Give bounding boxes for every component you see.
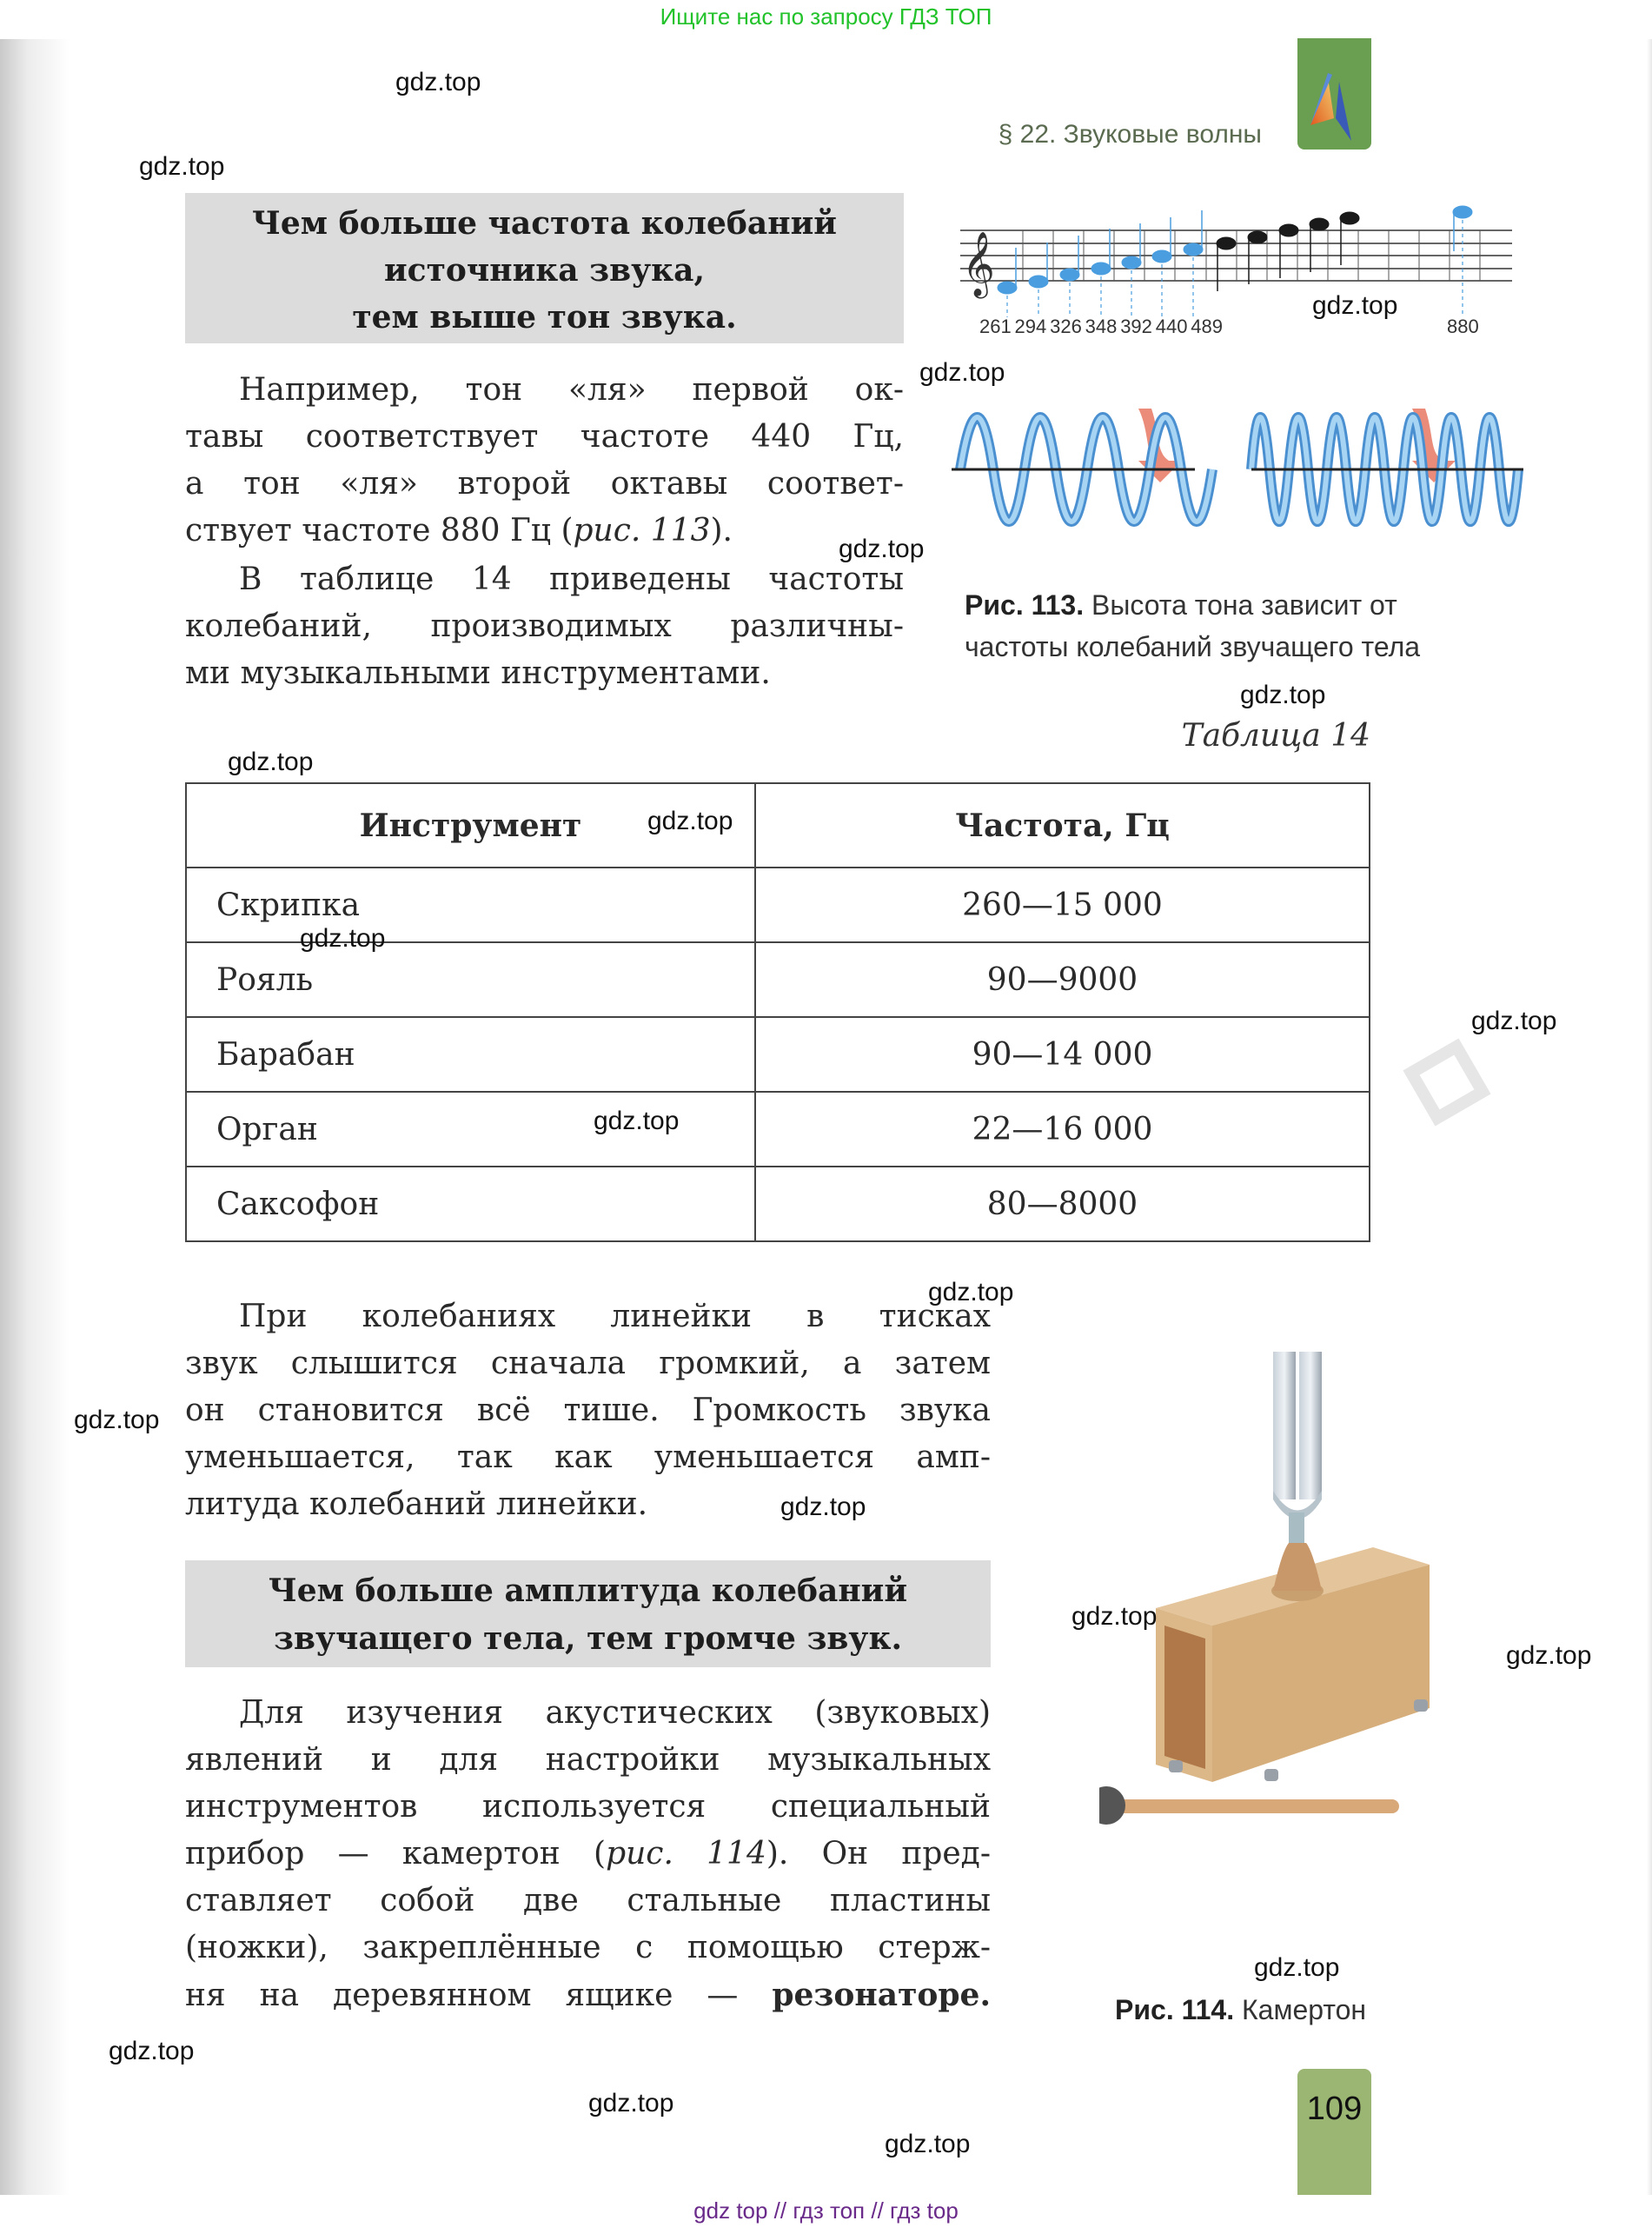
- watermark-text: gdz.top: [109, 2037, 195, 2065]
- watermark-text: gdz.top: [594, 1107, 680, 1135]
- frequency-cell: 22—16 000: [755, 1092, 1370, 1167]
- instrument-cell: Саксофон: [186, 1167, 755, 1241]
- frequency-labels: [979, 316, 1223, 338]
- section-title: § 22. Звуковые волны: [998, 120, 1262, 149]
- caption-label: Рис. 113.: [965, 589, 1085, 621]
- table-row: [186, 1017, 1370, 1092]
- fork-prong: [1299, 1352, 1322, 1499]
- footer-links[interactable]: gdz top // гдз топ // гдз top: [693, 2197, 959, 2224]
- watermark-text: gdz.top: [1506, 1641, 1592, 1670]
- mallet-head: [1099, 1786, 1125, 1825]
- paragraph-table-intro: [185, 556, 904, 697]
- figure-113-staff: [952, 196, 1525, 352]
- table-title: Таблица 14: [1181, 718, 1370, 754]
- column-header-frequency: Частота, Гц: [755, 783, 1370, 868]
- watermark-text: gdz.top: [588, 2089, 674, 2118]
- text-line: литуда колебаний линейки.: [185, 1486, 648, 1522]
- figure-113-caption: Рис. 113. Высота тона зависит от частоты колебаний звучащего тела: [965, 589, 1421, 662]
- instrument-cell: Барабан: [186, 1017, 755, 1092]
- text-line: колебаний, производимых различны-: [185, 608, 904, 644]
- figure-ref-114[interactable]: рис. 114: [606, 1836, 766, 1872]
- text-line: Например, тон «ля» первой ок-: [239, 372, 904, 408]
- text-line: ставляет собой две стальные пластины: [185, 1883, 991, 1918]
- figure-114-tuning-fork: [1099, 1343, 1499, 1986]
- page-number: 109: [1306, 2091, 1363, 2127]
- watermark-text: gdz.top: [839, 535, 925, 563]
- frequency-cell: 90—14 000: [755, 1017, 1370, 1092]
- freq-label: 440: [1155, 316, 1188, 337]
- freq-label: 880: [1447, 316, 1479, 337]
- watermark-text: gdz.top: [885, 2130, 971, 2158]
- watermark-text: gdz.top: [300, 924, 386, 953]
- watermark-text: gdz.top: [228, 748, 314, 776]
- watermark-text: gdz.top: [1071, 1602, 1158, 1631]
- instrument-cell: Орган: [186, 1092, 755, 1167]
- text-line: ня на деревянном ящике — резонаторе.: [185, 1977, 991, 2013]
- treble-clef-icon: 𝄞: [962, 232, 995, 296]
- table-row: [186, 1167, 1370, 1241]
- text-line: ствует частоте 880 Гц (рис. 113).: [185, 513, 733, 549]
- faded-margin-icon: [1395, 1034, 1499, 1130]
- text-line: (ножки), закреплённые с помощью стерж-: [185, 1930, 991, 1965]
- freq-label: 294: [1014, 316, 1047, 337]
- text-line: прибор — камертон (рис. 114). Он пред-: [185, 1836, 991, 1872]
- text-line: а тон «ля» второй октавы соответ-: [185, 466, 904, 502]
- watermark-text: gdz.top: [1254, 1953, 1340, 1982]
- top-banner[interactable]: Ищите нас по запросу ГДЗ ТОП: [660, 3, 992, 30]
- watermark-text: gdz.top: [1471, 1007, 1557, 1035]
- table-header-row: [186, 783, 1370, 868]
- watermark-text: gdz.top: [919, 358, 1005, 387]
- paragraph-ruler-loudness: [185, 1293, 991, 1528]
- freq-label: 261: [979, 316, 1012, 337]
- rule-line: Чем больше частота колебаний: [251, 205, 837, 242]
- watermark-text: gdz.top: [928, 1278, 1014, 1306]
- freq-label: 392: [1120, 316, 1152, 337]
- chapter-tab: [1297, 38, 1371, 150]
- instrument-cell: Скрипка: [186, 868, 755, 942]
- page-number-tab: [1297, 2069, 1371, 2195]
- frequency-cell: 80—8000: [755, 1167, 1370, 1241]
- text-line: При колебаниях линейки в тисках: [239, 1299, 991, 1334]
- freq-label: 489: [1191, 316, 1223, 337]
- freq-label: 348: [1085, 316, 1118, 337]
- table-row: [186, 1092, 1370, 1167]
- frequency-cell: 260—15 000: [755, 868, 1370, 942]
- watermark-text: gdz.top: [395, 68, 481, 96]
- page-binding-shadow: [0, 39, 70, 2195]
- watermark-text: gdz.top: [74, 1406, 160, 1434]
- term-resonator: резонаторе.: [772, 1977, 991, 2013]
- fork-prong: [1273, 1352, 1296, 1499]
- page-edge: [1647, 39, 1652, 2195]
- paragraph-tuning-fork: [185, 1690, 991, 2018]
- text-line: инструментов используется специальный: [185, 1789, 991, 1825]
- rule-highlight-frequency: [185, 193, 904, 343]
- rule-highlight-amplitude: [185, 1560, 991, 1667]
- chapter-logo-icon: [1297, 38, 1371, 150]
- text-line: тавы соответствует частоте 440 Гц,: [185, 419, 904, 455]
- text-line: Для изучения акустических (звуковых): [239, 1695, 991, 1731]
- figure-114-caption: Рис. 114. Камертон: [1115, 1994, 1367, 2025]
- figure-ref-113[interactable]: рис. 113: [573, 513, 711, 549]
- text-line: он становится всё тише. Громкость звука: [185, 1393, 991, 1428]
- text-line: явлений и для настройки музыкальных: [185, 1742, 991, 1778]
- frequency-cell: 90—9000: [755, 942, 1370, 1017]
- caption-label: Рис. 114.: [1115, 1994, 1235, 2025]
- paragraph-octave-example: [185, 367, 904, 555]
- figure-113-waves: [952, 382, 1525, 556]
- instrument-cell: Рояль: [186, 942, 755, 1017]
- rule-line: источника звука,: [383, 252, 706, 289]
- mallet-handle: [1112, 1799, 1399, 1813]
- rule-line: Чем больше амплитуда колебаний: [268, 1572, 908, 1609]
- text-line: ми музыкальными инструментами.: [185, 655, 771, 691]
- watermark-text: gdz.top: [780, 1493, 866, 1521]
- rule-line: тем выше тон звука.: [352, 299, 737, 336]
- watermark-text: gdz.top: [139, 152, 225, 181]
- watermark-text: gdz.top: [647, 807, 733, 835]
- text-line: В таблице 14 приведены частоты: [239, 562, 904, 597]
- text-line: звук слышится сначала громкий, а затем: [185, 1346, 991, 1381]
- watermark-text: gdz.top: [1240, 681, 1326, 709]
- freq-label: 326: [1050, 316, 1082, 337]
- watermark-text: gdz.top: [1312, 291, 1398, 320]
- rule-line: звучащего тела, тем громче звук.: [273, 1620, 903, 1657]
- column-header-instrument: Инструмент: [186, 783, 755, 868]
- frequency-table: [185, 782, 1370, 1242]
- text-line: уменьшается, так как уменьшается амп-: [185, 1439, 991, 1475]
